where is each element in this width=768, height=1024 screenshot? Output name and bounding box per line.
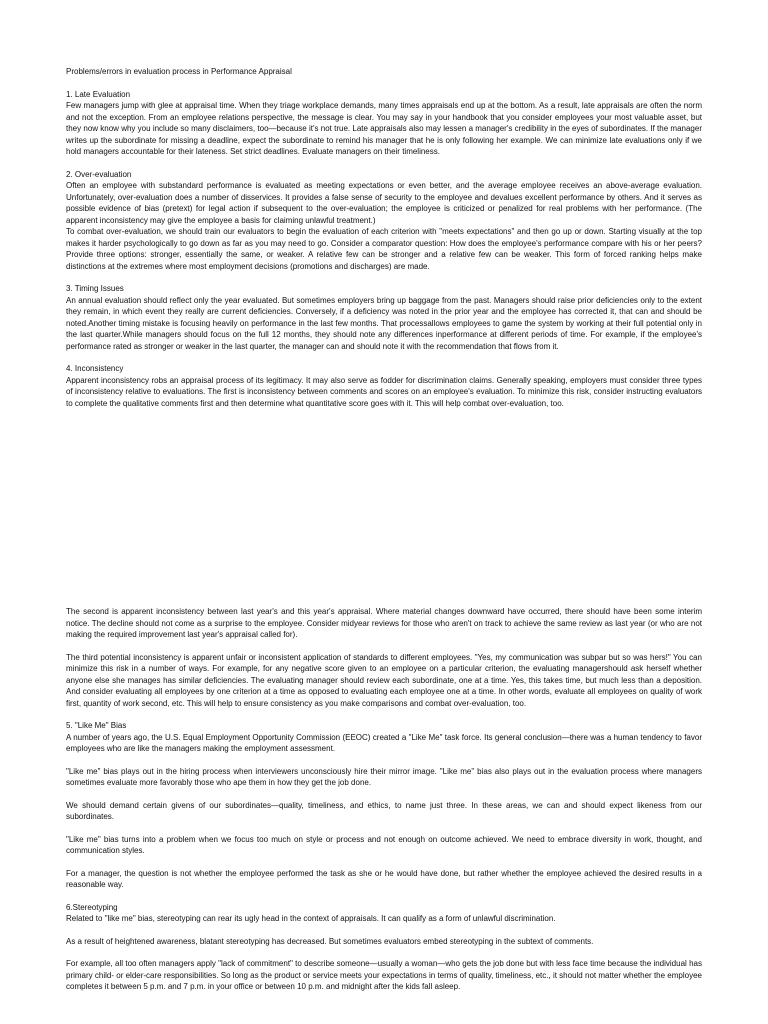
section-late-evaluation <box>66 89 702 158</box>
section-like-me-bias <box>66 720 702 891</box>
section-inconsistency <box>66 363 702 409</box>
document-title: Problems/errors in evaluation process in Performance Appraisal <box>66 67 292 76</box>
page-upper-text <box>66 66 702 420</box>
section-heading: 6.Stereotyping <box>66 902 118 912</box>
section-heading: 1. Late Evaluation <box>66 89 131 99</box>
paragraph: An annual evaluation should reflect only the year evaluated. But sometimes employers bring up baggage from the past. Managers should raise prior deficiencies only to the extent they remain, in which event they really are current deficiencies. Conversely, if a deficiency was noted in the prior year and the employee has corrected it, that can and should be noted.Another timing mistake is focusing heavily on performance in the last few months. That processallows employees to game the system by working at their full potential only in the last quarter.While managers should focus on the full 12 months, they should note any differences inperformance at different periods of time. For example, if the employee's performance rated as stronger or weaker in the last quarter, the manager can and should note it with the recommendation that flows from it. <box>66 295 702 351</box>
section-over-evaluation <box>66 169 702 273</box>
section-heading: 5. "Like Me" Bias <box>66 721 127 730</box>
paragraph: Often an employee with substandard performance is evaluated as meeting expectations or even better, and the average employee receives an above-average evaluation. Unfortunately, over-evaluation does a number of disservices. It provides a false sense of security to the employee and devalues excellent performance by others. And it serves as possible evidence of bias (pretext) for legal action if subsequent to the over-evaluation; the employee is criticized or penalized for real problems with her performance. (The apparent inconsistency may give the employee a basis for claiming unlawful treatment.) <box>66 181 702 225</box>
section-heading: 2. Over-evaluation <box>66 169 132 179</box>
paragraph: As a result of heightened awareness, blatant stereotyping has decreased. But sometimes evaluators embed stereotyping in the subtext of comments. <box>66 936 594 946</box>
paragraph: A number of years ago, the U.S. Equal Employment Opportunity Commission (EEOC) created a "Like Me" task force. Its general conclusion—there was a human tendency to favor employees who are like the managers making the employment assessment. <box>66 732 702 753</box>
paragraph: "Like me" bias turns into a problem when we focus too much on style or process and not enough on outcome achieved. We need to embrace diversity in work, thought, and communication styles. <box>66 834 702 855</box>
paragraph: "Like me" bias plays out in the hiring process when interviewers unconsciously hire their mirror image. "Like me" bias also plays out in the evaluation process where managers sometimes evaluate more favorably those who ape them in how they get the job done. <box>66 766 702 787</box>
paragraph: Related to "like me" bias, stereotyping can rear its ugly head in the context of appraisals. It can qualify as a form of unlawful discrimination. <box>66 914 556 923</box>
page-lower-text <box>66 606 702 1004</box>
section-timing-issues <box>66 283 702 352</box>
paragraph: To combat over-evaluation, we should train our evaluators to begin the evaluation of each criterion with "meets expectations" and then go up or down. Starting visually at the top makes it harder psychologically to go down as far as you may need to go. Consider a comparator question: How does the employee's performance compare with his or her peers? Provide three options: stronger, essentially the same, or weaker. A relative few can be stronger and a relative few can be weaker. This form of forced ranking helps make distinctions at the extremes where most employment decisions (promotions and discharges) are made. <box>66 227 702 271</box>
paragraph: The third potential inconsistency is apparent unfair or inconsistent application of standards to different employees. "Yes, my communication was subpar but so was hers!" You can minimize this risk in a number of ways. For example, for any negative score given to an employee on a particular criterion, the evaluating managershould ask herself whether anyone else she manages has similar deficiencies. The evaluating manager should review each subordinate, one at a time. Yes, this takes time, but much less than a deposition. And consider evaluating all employees by one criterion at a time as opposed to evaluating each employee one at a time. In other words, evaluate all employees on quality of work first, quantity of work second, etc. This will help to ensure consistency as you make comparisons and combat over-evaluation, too. <box>66 652 702 708</box>
section-heading: 4. Inconsistency <box>66 364 124 373</box>
paragraph: We should demand certain givens of our subordinates—quality, timeliness, and ethics, to name just three. In these areas, we can and should expect likeness from our subordinates. <box>66 800 702 821</box>
paragraph: Few managers jump with glee at appraisal time. When they triage workplace demands, many times appraisals end up at the bottom. As a result, late appraisals are often the norm and not the exception. From an employee relations perspective, the message is clear. You may say in your handbook that you consider employees your most valuable asset, but they now know why you include so many disclaimers, too—because it's not true. Late appraisals also may lessen a manager's credibility in the eyes of subordinates. If the manager writes up the subordinate for missing a deadline, expect the subordinate to remind his manager that he is only following her example. We can minimize late evaluations only if we hold managers accountable for their lateness. Set strict deadlines. Evaluate managers on their timeliness. <box>66 101 702 156</box>
section-stereotyping <box>66 902 702 993</box>
paragraph: For a manager, the question is not whether the employee performed the task as she or he would have done, but rather whether the employee achieved the desired results in a reasonable way. <box>66 868 702 889</box>
paragraph: For example, all too often managers apply "lack of commitment" to describe someone—usually a woman—who gets the job done but with less face time because the individual has primary child- or elder-care responsibilities. So long as the product or service meets your expectations in terms of quality, timeliness, etc., it should not matter whether the employee completes it between 5 p.m. and 7 p.m. in your office or between 10 p.m. and midnight after the kids fall asleep. <box>66 959 702 991</box>
section-heading: 3. Timing Issues <box>66 284 124 293</box>
paragraph: Apparent inconsistency robs an appraisal process of its legitimacy. It may also serve as fodder for discrimination claims. Generally speaking, employers must consider three types of inconsistency relative to evaluations. The first is inconsistency between comments and scores on an employee's evaluation. To minimize this risk, consider instructing evaluators to complete the qualitative comments first and then determine what quantitative score goes with it. This will help combat over-evaluation, too. <box>66 375 702 408</box>
paragraph: The second is apparent inconsistency between last year's and this year's appraisal. Where material changes downward have occurred, there should have been some interim notice. The decline should not come as a surprise to the employee. Consider midyear reviews for those who aren't on track to achieve the same review as last year (or who are not making the required improvement last year's appraisal called for). <box>66 607 702 639</box>
